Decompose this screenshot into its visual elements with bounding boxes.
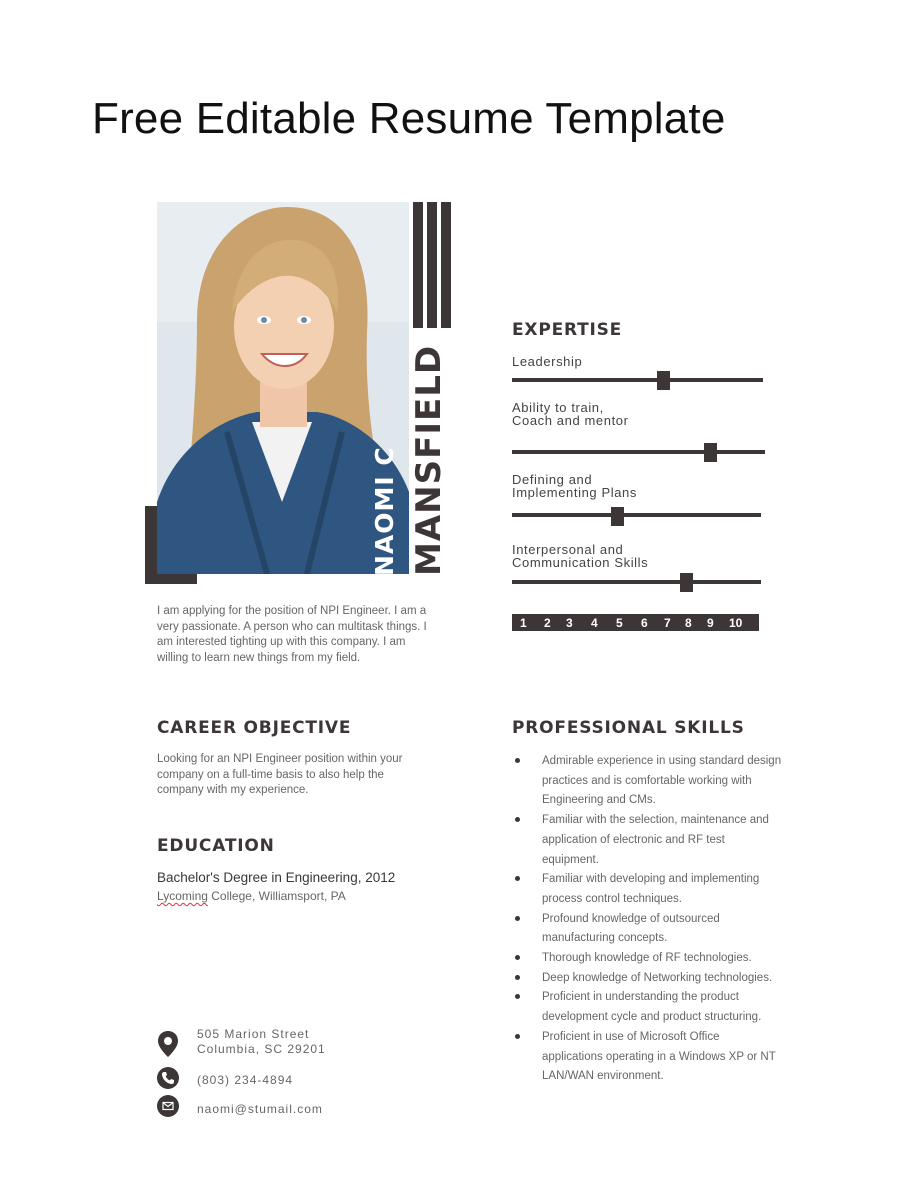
- expertise-track: [512, 580, 761, 584]
- career-objective-text: Looking for an NPI Engineer position within your company on a full-time basis to also help the company with my experience.: [157, 753, 403, 796]
- expertise-scale: [512, 614, 759, 631]
- name-first: NAOMI C: [370, 446, 399, 576]
- professional-skills-list: [512, 752, 782, 1087]
- intro-paragraph: I am applying for the position of NPI Engineer. I am a very passionate. A person who can multitask things. I am interested tighting up with this company. I am willing to learn new things from my field.: [157, 605, 427, 664]
- list-item: Thorough knowledge of RF technologies.: [512, 949, 782, 969]
- scale-tick: 7: [664, 616, 671, 630]
- scale-tick: 10: [729, 616, 743, 630]
- list-item: Proficient in understanding the product development cycle and product structuring.: [512, 988, 782, 1027]
- page-title: Free Editable Resume Template: [92, 94, 726, 143]
- expertise-level-marker: [657, 371, 670, 390]
- expertise-track: [512, 450, 765, 454]
- scale-tick: 8: [685, 616, 692, 630]
- school: [157, 889, 346, 905]
- scale-tick: 4: [591, 616, 598, 630]
- scale-tick: 6: [641, 616, 648, 630]
- scale-tick: 2: [544, 616, 551, 630]
- scale-tick: 5: [616, 616, 623, 630]
- list-item: Proficient in use of Microsoft Office applications operating in a Windows XP or NT LAN/WAN environment.: [512, 1028, 782, 1087]
- phone-icon: [157, 1067, 179, 1089]
- email-address: naomi@stumail.com: [197, 1102, 323, 1116]
- list-item: Familiar with the selection, maintenance and application of electronic and RF test equipment.: [512, 811, 782, 870]
- expertise-label: Leadership: [512, 354, 583, 369]
- expertise-label: Ability to train, Coach and mentor: [512, 400, 629, 428]
- school-location: College, Williamsport, PA: [207, 889, 346, 903]
- expertise-label: Defining and Implementing Plans: [512, 472, 637, 500]
- degree: Bachelor's Degree in Engineering, 2012: [157, 870, 396, 885]
- list-item: Familiar with developing and implementing process control techniques.: [512, 870, 782, 909]
- professional-skills-heading: PROFESSIONAL SKILLS: [512, 718, 745, 738]
- photo-corner-accent: [145, 506, 157, 584]
- expertise-heading: EXPERTISE: [512, 320, 623, 340]
- expertise-label: Interpersonal and Communication Skills: [512, 542, 649, 570]
- scale-tick: 9: [707, 616, 714, 630]
- expertise-level-marker: [704, 443, 717, 462]
- address-line-2: Columbia, SC 29201: [197, 1042, 326, 1056]
- list-item: Deep knowledge of Networking technologies.: [512, 969, 782, 989]
- photo-corner-accent: [145, 574, 197, 584]
- accent-stripe: [441, 202, 451, 328]
- accent-stripe: [427, 202, 437, 328]
- envelope-icon: [157, 1095, 179, 1117]
- list-item: Profound knowledge of outsourced manufacturing concepts.: [512, 910, 782, 949]
- phone-number: (803) 234-4894: [197, 1073, 294, 1087]
- education-heading: EDUCATION: [157, 836, 275, 856]
- address-line-1: 505 Marion Street: [197, 1027, 310, 1041]
- expertise-track: [512, 513, 761, 517]
- location-pin-icon: [156, 1030, 180, 1058]
- expertise-level-marker: [680, 573, 693, 592]
- scale-tick: 1: [520, 616, 527, 630]
- career-objective-heading: CAREER OBJECTIVE: [157, 718, 352, 738]
- accent-stripe: [413, 202, 423, 328]
- school-name: Lycoming: [157, 889, 208, 903]
- name-last: MANSFIELD: [409, 344, 449, 576]
- scale-tick: 3: [566, 616, 573, 630]
- list-item: Admirable experience in using standard design practices and is comfortable working with Engineering and CMs.: [512, 752, 782, 811]
- expertise-track: [512, 378, 763, 382]
- expertise-level-marker: [611, 507, 624, 526]
